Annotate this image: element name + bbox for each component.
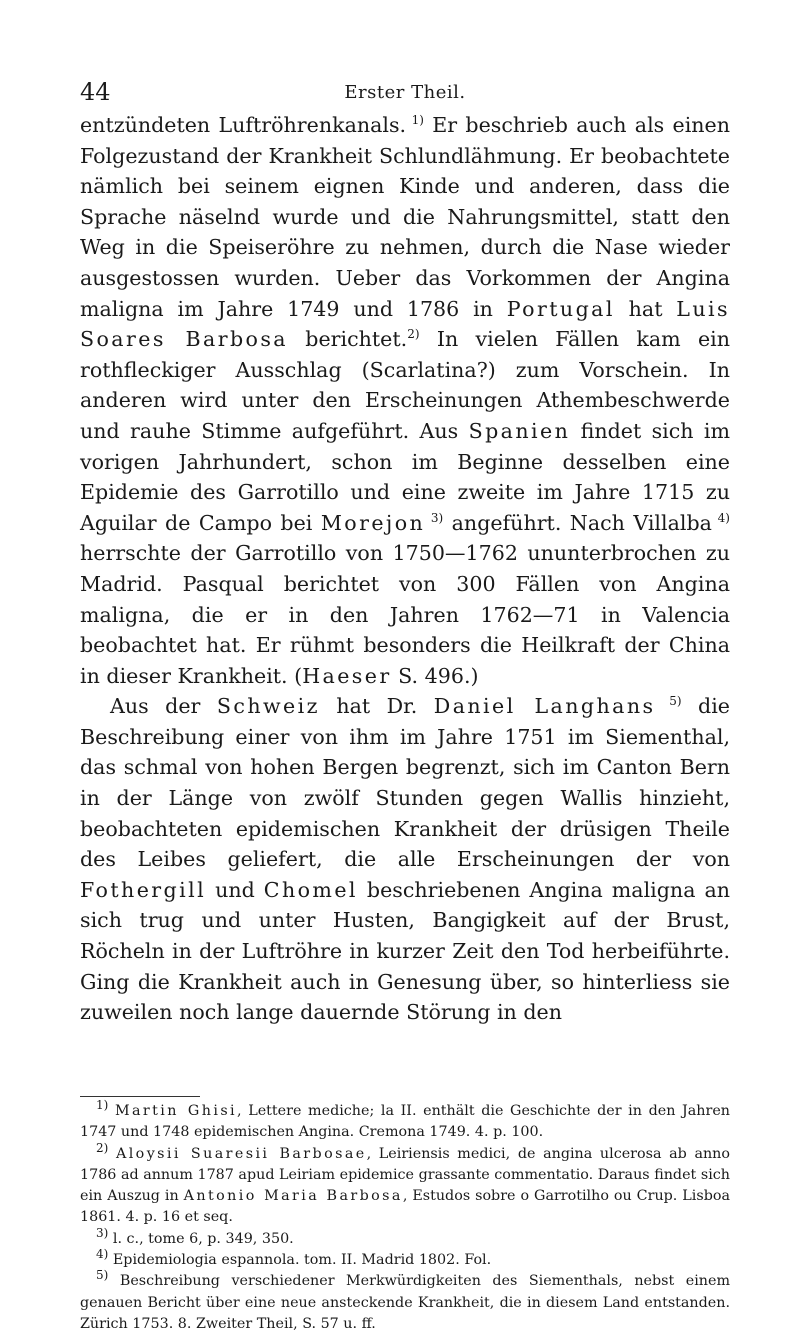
footnotes	[80, 1098, 731, 1335]
footnote-text: , Lettere mediche; la II. enthält die Geschichte der in den Jahren 1747 und 1748 epidemischen Angina. Cremona 1749. 4. p. 100.	[80, 1103, 731, 1141]
footnote-text: l. c., tome 6, p. 349, 350.	[112, 1230, 294, 1247]
footnote-2	[80, 1140, 730, 1229]
footnote-author: Aloysii Suaresii Barbosae	[115, 1145, 367, 1162]
footnote-text: Epidemiologia espannola. tom. II. Madrid 1802. Fol.	[112, 1252, 492, 1269]
text: berichtet.	[287, 327, 408, 352]
paragraph-2	[80, 691, 730, 1028]
person-name: Fothergill	[80, 877, 207, 902]
text: herrschte der Garrotillo von 1750—1762 ununterbrochen zu Madrid. Pasqual berichtet von 300 Fällen von Angina maligna, die er in den Jahren 1762—71 in Valencia beobachtet hat. Er rühmt besonders die Heilkraft der China in dieser Krankheit. (	[80, 541, 730, 688]
footnote-mark: 5)	[96, 1268, 109, 1283]
text: hat	[614, 296, 677, 321]
paragraph-1	[80, 110, 730, 691]
footnote-text: , Leiriensis medici, de angina ulcerosa ab anno 1786 ad annum 1787 apud Leiriam epidemice grassante commentatio. Daraus findet sich ein Auszug in	[80, 1145, 730, 1205]
footnote-ref-1: 1)	[411, 113, 424, 128]
text: und	[206, 877, 264, 902]
text: angeführt. Nach Villalba	[443, 510, 712, 535]
text: Aus der	[110, 694, 217, 719]
person-name: Haeser	[302, 663, 392, 688]
place-name: Portugal	[506, 296, 615, 321]
footnote-mark: 1)	[96, 1098, 109, 1113]
footnote-ref-4: 4)	[717, 510, 730, 525]
footnote-ref-5: 5)	[669, 694, 682, 709]
footnote-author: Martin Ghisi	[114, 1103, 238, 1119]
footnote-text: , Estudos sobre o Garrotilho ou Crup. Lisboa 1861. 4. p. 16 et seq.	[80, 1188, 730, 1226]
page-number: 44	[80, 78, 111, 106]
text: findet sich im vorigen Jahrhundert, schon im Beginne desselben eine Epidemie des Garrotillo und eine zweite im Jahre 1715 zu Aguilar de Campo bei	[80, 418, 730, 535]
footnote-text: Beschreibung verschiedener Merkwürdigkeiten des Siementhals, nebst einem genauen Bericht über eine neue ansteckende Krankheit, die in diesem Land entstanden. Zürich 1753. 8. Zweiter Theil, S. 57 u. ff.	[80, 1273, 731, 1332]
body-text	[80, 110, 730, 1028]
text: die Beschreibung einer von ihm im Jahre 1751 im Siementhal, das schmal von hohen Bergen begrenzt, sich im Canton Bern in der Länge von zwölf Stunden gegen Wallis hinzieht, beobachteten epidemischen Krankheit der drüsigen Theile des Leibes geliefert, die alle Erscheinungen der von	[80, 694, 730, 872]
footnote-mark: 2)	[96, 1140, 109, 1155]
person-name: Luis Soares Barbosa	[80, 296, 730, 352]
running-title: Erster Theil.	[344, 82, 466, 103]
footnote-author: Antonio Maria Barbosa	[183, 1188, 403, 1205]
place-name: Schweiz	[216, 694, 320, 719]
footnote-mark: 4)	[96, 1247, 109, 1262]
page-header	[80, 78, 730, 108]
person-name: Morejon	[320, 510, 426, 535]
text: hat Dr.	[319, 694, 434, 719]
text: entzündeten Luftröhrenkanals.	[80, 113, 407, 137]
text: beschriebenen Angina maligna an sich trug und unter Husten, Bangigkeit auf der Brust, Röcheln in der Luftröhre in kurzer Zeit den Tod herbeiführte. Ging die Krankheit auch in Genesung über, so hinterliess sie zuweilen noch lange dauernde Störung in den	[80, 877, 730, 1025]
text: Er beschrieb auch als einen Folgezustand der Krankheit Schlundlähmung. Er beobachtete nämlich bei seinem eignen Kinde und anderen, dass die Sprache näselnd wurde und die Nahrungsmittel, statt den Weg in die Speiseröhre zu nehmen, durch die Nase wieder ausgestossen wurden. Ueber das Vorkommen der Angina maligna im Jahre 1749 und 1786 in	[80, 113, 730, 321]
footnote-mark: 3)	[96, 1226, 109, 1241]
footnote-ref-3: 3)	[430, 510, 444, 525]
footnote-divider	[80, 1096, 200, 1097]
footnote-3	[80, 1226, 730, 1250]
text: S. 496.)	[391, 663, 479, 688]
footnote-4	[80, 1247, 730, 1271]
footnote-5	[80, 1268, 731, 1335]
text: In vielen Fällen kam ein rothfleckiger Ausschlag (Scarlatina?) zum Vorschein. In anderen wird unter den Erscheinungen Athembeschwerde und rauhe Stimme aufgeführt. Aus	[80, 327, 731, 443]
person-name: Chomel	[263, 877, 358, 902]
footnote-1	[80, 1098, 731, 1144]
person-name: Daniel Langhans	[433, 694, 656, 719]
place-name: Spanien	[468, 418, 571, 443]
footnote-ref-2: 2)	[407, 327, 420, 342]
